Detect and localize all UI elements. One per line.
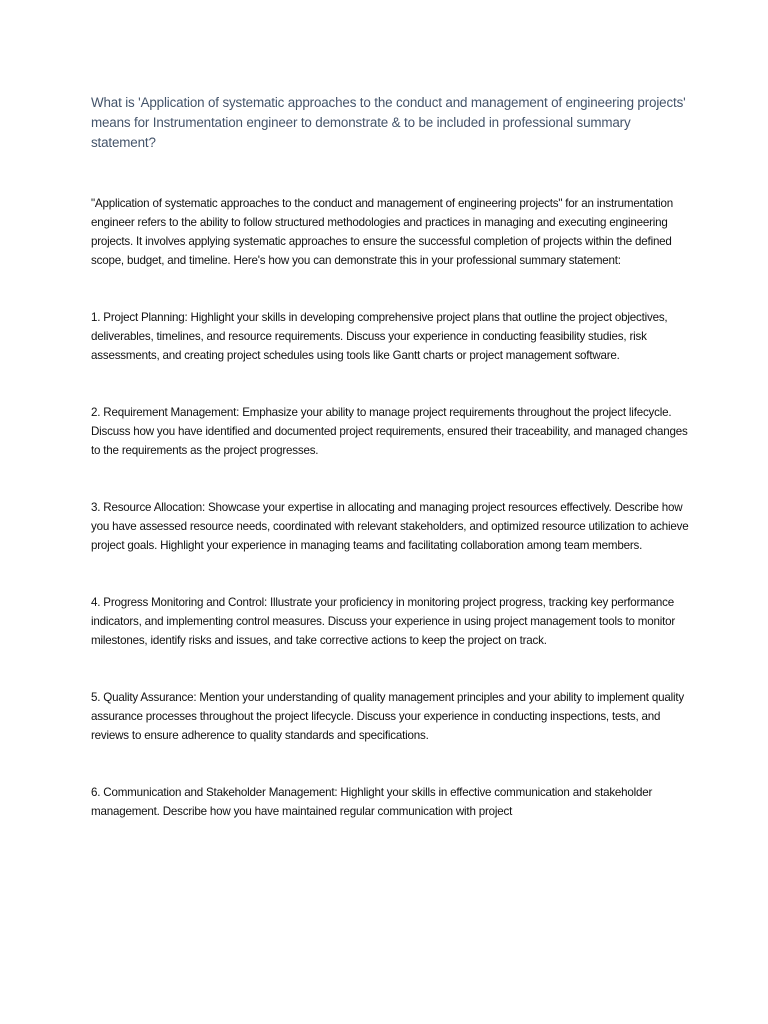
answer-body <box>91 194 691 821</box>
resource-allocation-paragraph: 3. Resource Allocation: Showcase your expertise in allocating and managing project resources effectively. Describe how you have assessed resource needs, coordinated with relevant stakeholders, and optimized resource utilization to achieve project goals. Highlight your experience in managing teams and facilitating collaboration among team members. <box>91 501 689 552</box>
question-heading: What is 'Application of systematic approaches to the conduct and management of engineering projects' means for Instrumentation engineer to demonstrate & to be included in professional summary statement? <box>91 95 686 150</box>
progress-monitoring-paragraph: 4. Progress Monitoring and Control: Illustrate your proficiency in monitoring project progress, tracking key performance indicators, and implementing control measures. Discuss your experience in using project management tools to monitor milestones, identify risks and issues, and take corrective actions to keep the project on track. <box>91 596 676 647</box>
project-planning-paragraph: 1. Project Planning: Highlight your skills in developing comprehensive project plans that outline the project objectives, deliverables, timelines, and resource requirements. Discuss your experience in conducting feasibility studies, risk assessments, and creating project schedules using tools like Gantt charts or project management software. <box>91 311 668 362</box>
communication-paragraph: 6. Communication and Stakeholder Management: Highlight your skills in effective communication and stakeholder management. Describe how you have maintained regular communication with project <box>91 786 653 818</box>
intro-paragraph: "Application of systematic approaches to the conduct and management of engineering projects" for an instrumentation engineer refers to the ability to follow structured methodologies and practices in managing and executing engineering projects. It involves applying systematic approaches to ensure the successful completion of projects within the defined scope, budget, and timeline. Here's how you can demonstrate this in your professional summary statement: <box>91 197 674 267</box>
requirement-management-paragraph: 2. Requirement Management: Emphasize your ability to manage project requirements throughout the project lifecycle. Discuss how you have identified and documented project requirements, ensured their traceability, and managed changes to the requirements as the project progresses. <box>91 406 688 457</box>
quality-assurance-paragraph: 5. Quality Assurance: Mention your understanding of quality management principles and your ability to implement quality assurance processes throughout the project lifecycle. Discuss your experience in conducting inspections, tests, and reviews to ensure adherence to quality standards and specifications. <box>91 691 684 742</box>
